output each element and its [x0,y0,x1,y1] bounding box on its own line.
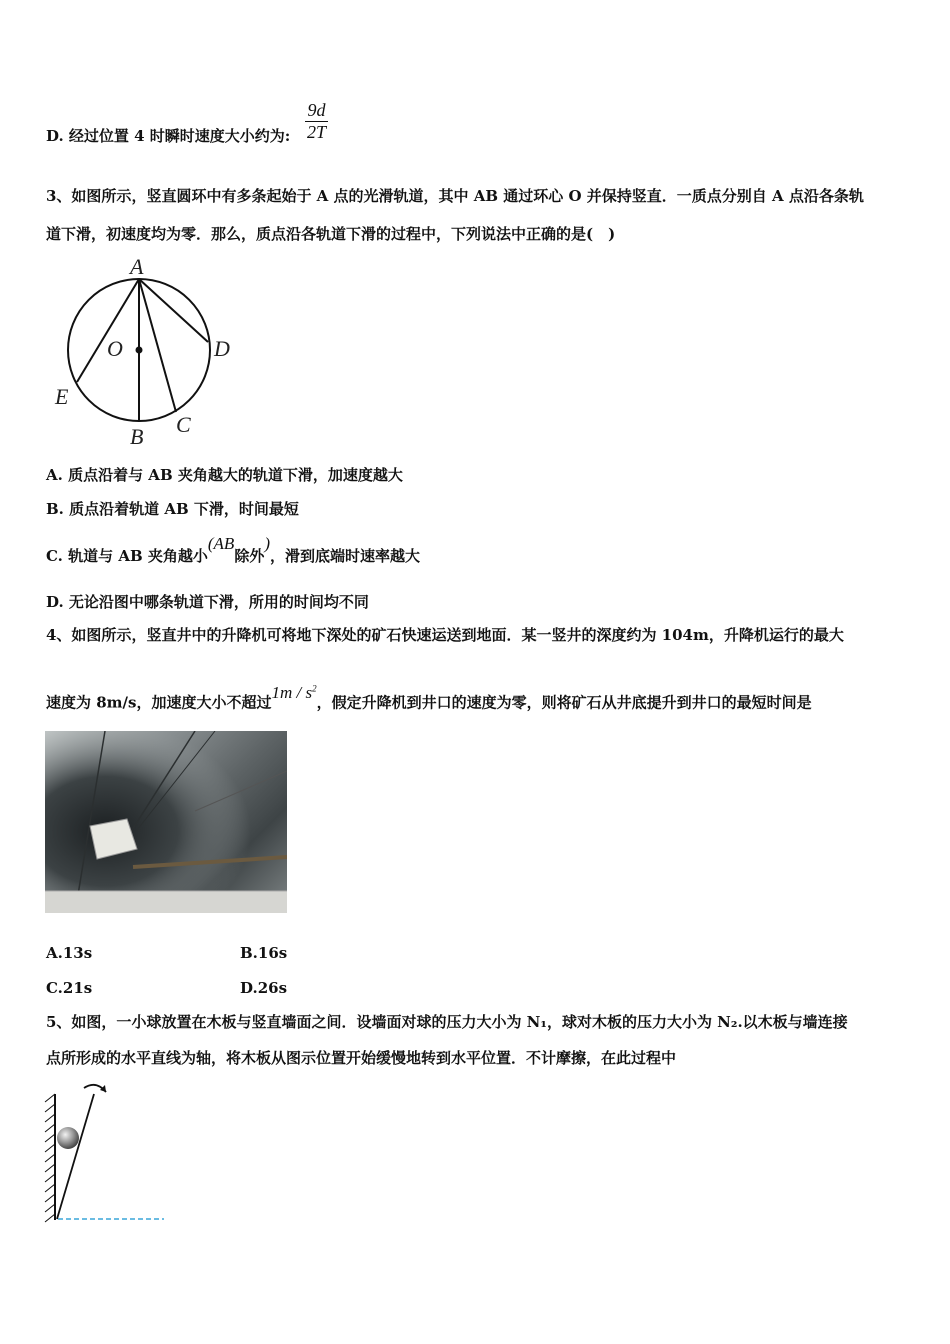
wall-hatching [45,1094,55,1222]
label-a: A [130,254,144,279]
label-d: D [214,336,230,361]
q2-option-d [46,126,290,146]
q4-option-a: A.13s [46,944,93,962]
fraction-numerator: 9d [307,100,326,120]
ball [57,1127,79,1149]
q4-accel-unit-exponent: 2 [312,683,317,693]
mine-shaft-illustration [45,731,287,913]
q3-option-c-pre: C. 轨道与 AB 夹角越小 [46,547,208,565]
q3-option-c [46,534,421,566]
q3-option-b: B. 质点沿着轨道 AB 下滑，时间最短 [46,500,299,518]
q4-stem-line-2 [46,682,812,713]
center-point-o [136,347,143,354]
q4-stem-line-1: 4、如图所示，竖直井中的升降机可将地下深处的矿石快速运送到地面．某一竖井的深度约为 104m，升降机运行的最大 [46,626,844,644]
q4-accel-unit-text: 1m / s [271,682,313,702]
q4-stem-line-2-post: ，假定升降机到井口的速度为零，则将矿石从井底提升到井口的最短时间是 [316,693,812,712]
q3-stem-line-1: 3、如图所示，竖直圆环中有多条起始于 A 点的光滑轨道，其中 AB 通过环心 O 并保持竖直．一质点分别自 A 点沿各条轨 [46,187,864,205]
q4-accel-unit [271,683,316,702]
q4-option-d: D.26s [240,979,288,997]
track-ae [77,279,139,382]
q3-stem-line-2: 道下滑，初速度均为零．那么，质点沿各轨道下滑的过程中，下列说法中正确的是( ) [46,225,616,243]
fraction-denominator: 2T [307,122,327,142]
q4-option-c: C.21s [46,979,93,997]
wooden-board [57,1094,94,1219]
q4-option-b: B.16s [240,944,288,962]
label-c: C [176,412,191,437]
track-ac [139,279,176,412]
q5-ball-board-figure [40,1078,170,1226]
label-e: E [55,384,69,409]
mine-shaft-photo [45,731,287,913]
q4-stem-line-2-pre: 速度为 8m/s，加速度大小不超过 [46,693,272,712]
q3-option-a: A. 质点沿着与 AB 夹角越大的轨道下滑，加速度越大 [46,466,403,484]
q5-stem-line-2: 点所形成的水平直线为轴，将木板从图示位置开始缓慢地转到水平位置．不计摩擦，在此过程中 [46,1049,677,1067]
label-o: O [107,336,123,361]
q3-option-c-paren-open: (AB [207,534,235,553]
q3-circle-figure [50,252,250,452]
q3-option-c-mid: 除外 [234,547,265,565]
q3-option-c-post: ，滑到底端时速率越大 [270,547,421,565]
q2-option-d-text: D. 经过位置 4 时瞬时速度大小约为: [46,127,291,145]
q3-option-d: D. 无论沿图中哪条轨道下滑，所用的时间均不同 [46,593,369,611]
label-b: B [130,424,144,449]
q5-stem-line-1: 5、如图，一小球放置在木板与竖直墙面之间．设墙面对球的压力大小为 N₁，球对木板的压力大小为 N₂.以木板与墙连接 [46,1013,848,1031]
q3-option-c-paren-close: ) [264,534,271,553]
rotation-arrowhead-icon [100,1085,106,1092]
q2-option-d-fraction [305,100,328,143]
